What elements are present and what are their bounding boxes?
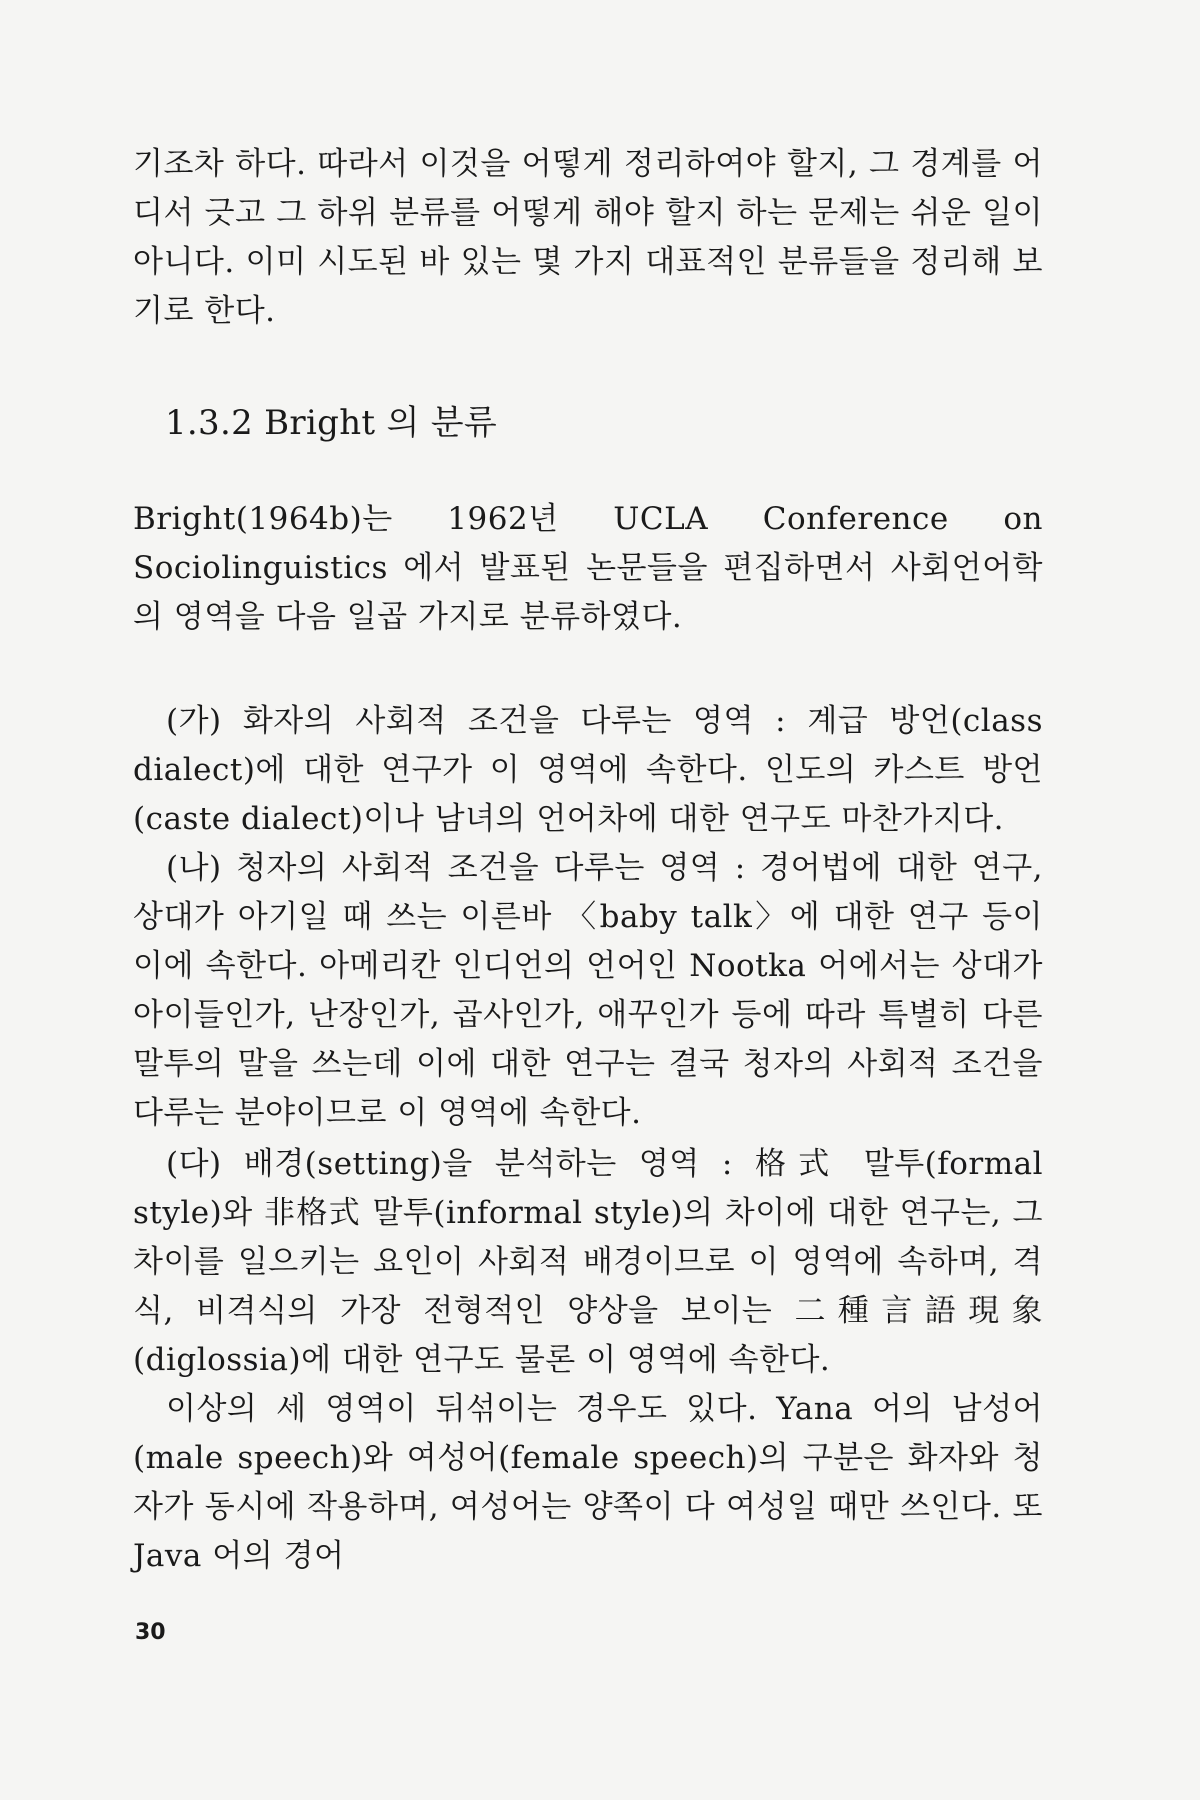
bright-paragraph: Bright(1964b)는 1962년 UCLA Conference on Sociolinguistics 에서 발표된 논문들을 편집하면서 사회언어학의 영역을 다음 일곱 가지로 분류하였다. (133, 501, 1043, 635)
mixed-paragraph: 이상의 세 영역이 뒤섞이는 경우도 있다. Yana 어의 남성어(male speech)와 여성어(female speech)의 구분은 화자와 청자가 동시에 작용하며, 여성어는 양쪽이 다 여성일 때만 쓰인다. 또 Java 어의 경어 (133, 1391, 1043, 1574)
intro-paragraph-block (133, 140, 1043, 336)
intro-paragraph: 기조차 하다. 따라서 이것을 어떻게 정리하여야 할지, 그 경계를 어디서 긋고 그 하위 분류를 어떻게 해야 할지 하는 문제는 쉬운 일이 아니다. 이미 시도된 바 있는 몇 가지 대표적인 분류들을 정리해 보기로 한다. (133, 146, 1043, 329)
list-item-text: (다) 배경(setting)을 분석하는 영역 : 格式 말투(formal style)와 非格式 말투(informal style)의 차이에 대한 연구는, 그 차이를 일으키는 요인이 사회적 배경이므로 이 영역에 속하며, 격식, 비격식의 가장 전형적인 양상을 보이는 二種言語現象(diglossia)에 대한 연구도 물론 이 영역에 속한다. (133, 1146, 1043, 1378)
list-item-text: (나) 청자의 사회적 조건을 다루는 영역 : 경어법에 대한 연구, 상대가 아기일 때 쓰는 이른바 〈baby talk〉에 대한 연구 등이 이에 속한다. 아메리칸 인디언의 언어인 Nootka 어에서는 상대가 아이들인가, 난장인가, 곱사인가, 애꾸인가 등에 따라 특별히 다른 말투의 말을 쓰는데 이에 대한 연구는 결국 청자의 사회적 조건을 다루는 분야이므로 이 영역에 속한다. (133, 850, 1043, 1131)
section-heading: 1.3.2 Bright 의 분류 (165, 403, 498, 443)
mixed-paragraph-block (133, 1385, 1043, 1581)
bright-paragraph-block (133, 495, 1043, 642)
list-item-ga (133, 697, 1043, 844)
page-number: 30 (135, 1620, 166, 1645)
list-item-na (133, 844, 1043, 1138)
list-item-da (133, 1140, 1043, 1385)
list-item-text: (가) 화자의 사회적 조건을 다루는 영역 : 계급 방언(class dialect)에 대한 연구가 이 영역에 속한다. 인도의 카스트 방언(caste dialect)이나 남녀의 언어차에 대한 연구도 마찬가지다. (133, 703, 1043, 837)
